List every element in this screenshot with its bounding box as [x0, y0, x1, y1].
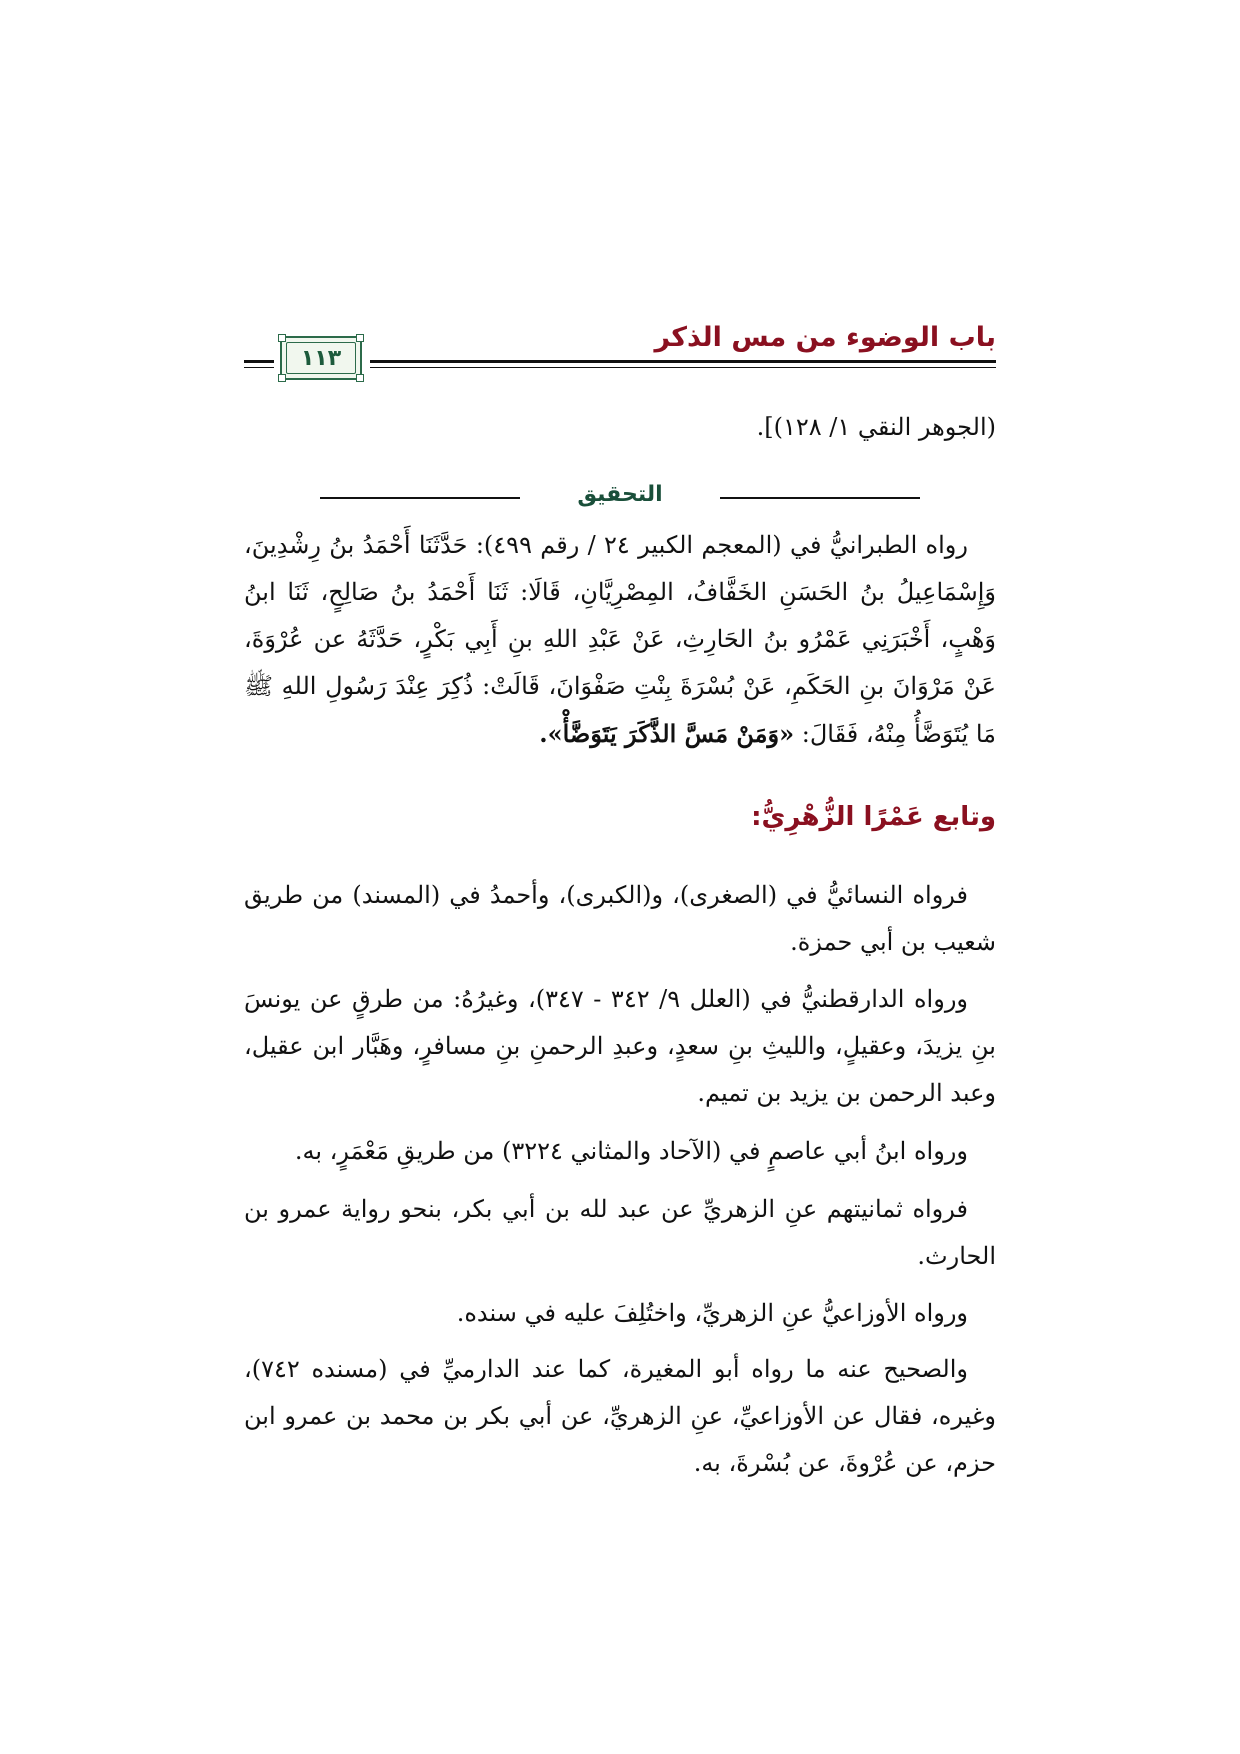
page-number-badge	[280, 336, 362, 380]
section-divider	[320, 482, 920, 514]
paragraph-7: والصحيح عنه ما رواه أبو المغيرة، كما عند الدارميِّ في (مسنده ٧٤٢)، وغيره، فقال عن الأوزاعيِّ، عنِ الزهريِّ، عن أبي بكر بن محمد بن عمرو ابن حزم، عن عُرْوةَ، عن بُسْرةَ، به.	[244, 1355, 996, 1477]
badge-ornament-icon	[356, 334, 364, 342]
section-title: التحقيق	[577, 482, 663, 507]
paragraph-3: ورواه الدارقطنيُّ في (العلل ٩/ ٣٤٢ - ٣٤٧)، وغيرُهُ: من طرقٍ عن يونسَ بنِ يزيدَ، وعقيلٍ، والليثِ بنِ سعدٍ، وعبدِ الرحمنِ بنِ مسافرٍ، وهَبَّار ابن عقيل، وعبد الرحمن بن يزيد بن تميم.	[244, 985, 996, 1107]
paragraph-1-text: رواه الطبرانيُّ في (المعجم الكبير ٢٤ / رقم ٤٩٩): حَدَّثَنَا أَحْمَدُ بنُ رِشْدِينَ، وَإِسْمَاعِيلُ بنُ الحَسَنِ الخَفَّافُ، المِصْرِيَّانِ، قَالَا: ثَنَا أَحْمَدُ بنُ صَالِحٍ، ثَنَا ابنُ وَهْبٍ، أَخْبَرَنِي عَمْرُو بنُ الحَارِثِ، عَنْ عَبْدِ اللهِ بنِ أَبِي بَكْرٍ، حَدَّثَهُ عن عُرْوَةَ، عَنْ مَرْوَانَ بنِ الحَكَمِ، عَنْ بُسْرَةَ بِنْتِ صَفْوَانَ، قَالَتْ: ذُكِرَ عِنْدَ رَسُولِ اللهِ ﷺ مَا يُتَوَضَّأُ مِنْهُ، فَقَالَ:	[244, 531, 996, 748]
header-rule-right	[370, 360, 996, 363]
header-rule-left	[244, 360, 274, 363]
paragraph-2: فرواه النسائيُّ في (الصغرى)، و(الكبرى)، وأحمدُ في (المسند) من طريق شعيب بن أبي حمزة.	[244, 881, 996, 956]
header-rule-left-thin	[244, 367, 274, 368]
badge-ornament-icon	[278, 334, 286, 342]
header-rule-right-thin	[370, 367, 996, 368]
paragraph-1	[244, 522, 996, 758]
subheading: وتابع عَمْرًا الزُّهْرِيُّ:	[751, 802, 996, 832]
intro-citation: (الجوهر النقي ١/ ١٢٨)].	[756, 413, 996, 441]
paragraph-4: ورواه ابنُ أبي عاصمٍ في (الآحاد والمثاني ٣٢٢٤) من طريقِ مَعْمَرٍ، به.	[294, 1137, 968, 1165]
paragraph-6: ورواه الأوزاعيُّ عنِ الزهريِّ، واختُلِفَ عليه في سنده.	[456, 1299, 968, 1327]
badge-ornament-icon	[356, 374, 364, 382]
page-number: ١١٣	[300, 345, 342, 371]
chapter-title: باب الوضوء من مس الذكر	[654, 322, 996, 353]
badge-ornament-icon	[278, 374, 286, 382]
hadith-quote: «وَمَنْ مَسَّ الذَّكَرَ يَتَوَضَّأْ».	[539, 719, 795, 748]
paragraph-5: فرواه ثمانيتهم عنِ الزهريِّ عن عبد لله بن أبي بكر، بنحو رواية عمرو بن الحارث.	[244, 1195, 996, 1270]
